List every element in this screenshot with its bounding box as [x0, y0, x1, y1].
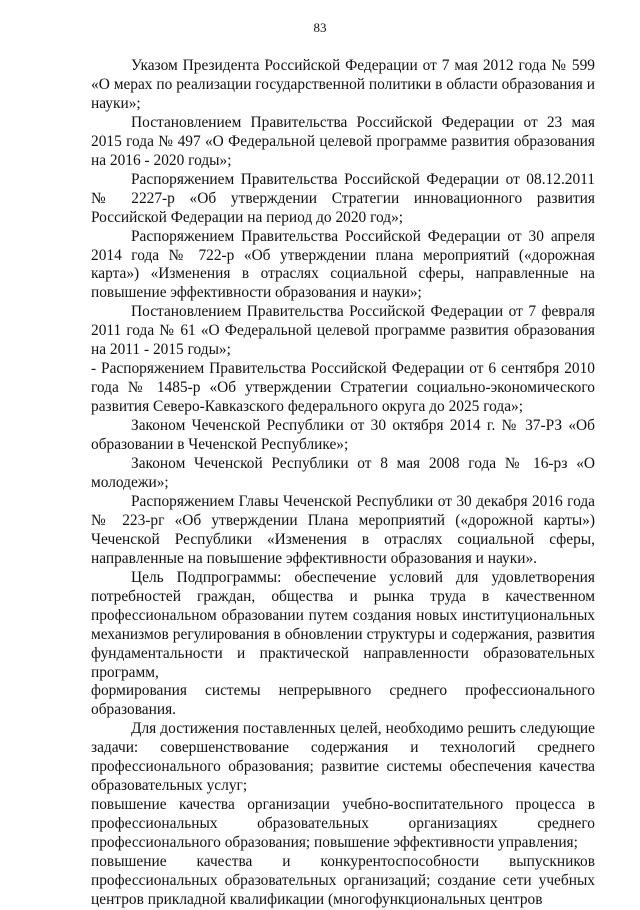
paragraph-decree-599: Указом Президента Российской Федерации от 7 мая 2012 года № 599 «О мерах по реализации государственной политики в области образования и науки»;	[91, 57, 595, 112]
paragraph-task-quality: повышение качества организации учебно-воспитательного процесса в профессиональных образовательных организациях среднего профессионального образования; повышение эффективности управления;	[91, 796, 595, 852]
paragraph-resolution-497: Постановлением Правительства Российской Федерации от 23 мая 2015 года № 497 «О Федеральной целевой программе развития образования на 2016 - 2020 годы»;	[91, 113, 595, 169]
paragraph-subprogram-goal: Цель Подпрограммы: обеспечение условий для удовлетворения потребностей граждан, общества и рынка труда в качественном профессиональном образовании путем создания новых институциональных механизмов регулирования в обновлении структуры и содержания, развития фундаментальности и практической направленности образовательных программ,	[91, 568, 595, 681]
paragraph-order-2227: Распоряжением Правительства Российской Федерации от 08.12.2011 № 2227-р «Об утверждении Стратегии инновационного развития Российской Федерации на период до 2020 год»;	[91, 170, 595, 226]
paragraph-order-722: Распоряжением Правительства Российской Федерации от 30 апреля 2014 года № 722-р «Об утверждении плана мероприятий («дорожная карта») «Изменения в отраслях социальной сферы, направленные на повышение эффективности образования и науки»;	[91, 227, 595, 302]
paragraph-order-1485: - Распоряжением Правительства Российской Федерации от 6 сентября 2010 года № 1485-р «Об утверждении Стратегии социально-экономического развития Северо-Кавказского федерального округа до 2025 года»;	[91, 360, 595, 416]
paragraph-goal-continuation: формирования системы непрерывного среднего профессионального образования.	[91, 682, 595, 719]
paragraph-order-223: Распоряжением Главы Чеченской Республики от 30 декабря 2016 года № 223-рг «Об утверждении Плана мероприятий («дорожной карты») Чеченской Республики «Изменения в отраслях социальной сферы, направленные на повышение эффективности образования и науки».	[91, 492, 595, 567]
paragraph-law-16: Законом Чеченской Республики от 8 мая 2008 года № 16-рз «О молодежи»;	[91, 455, 595, 491]
paragraph-tasks: Для достижения поставленных целей, необходимо решить следующие задачи: совершенствование содержания и технологий среднего профессионального образования; развитие системы обеспечения качества образовательных услуг;	[91, 720, 595, 795]
page-number: 83	[313, 20, 327, 35]
paragraph-law-37: Законом Чеченской Республики от 30 октября 2014 г. № 37-РЗ «Об образовании в Чеченской Республике»;	[91, 417, 595, 454]
document-body	[91, 57, 595, 910]
paragraph-task-competitiveness: повышение качества и конкурентоспособности выпускников профессиональных образовательных организаций; создание сети учебных центров прикладной квалификации (многофункциональных центров	[91, 853, 595, 908]
paragraph-resolution-61: Постановлением Правительства Российской Федерации от 7 февраля 2011 года № 61 «О Федеральной целевой программе развития образования на 2011 - 2015 годы»;	[91, 303, 595, 359]
